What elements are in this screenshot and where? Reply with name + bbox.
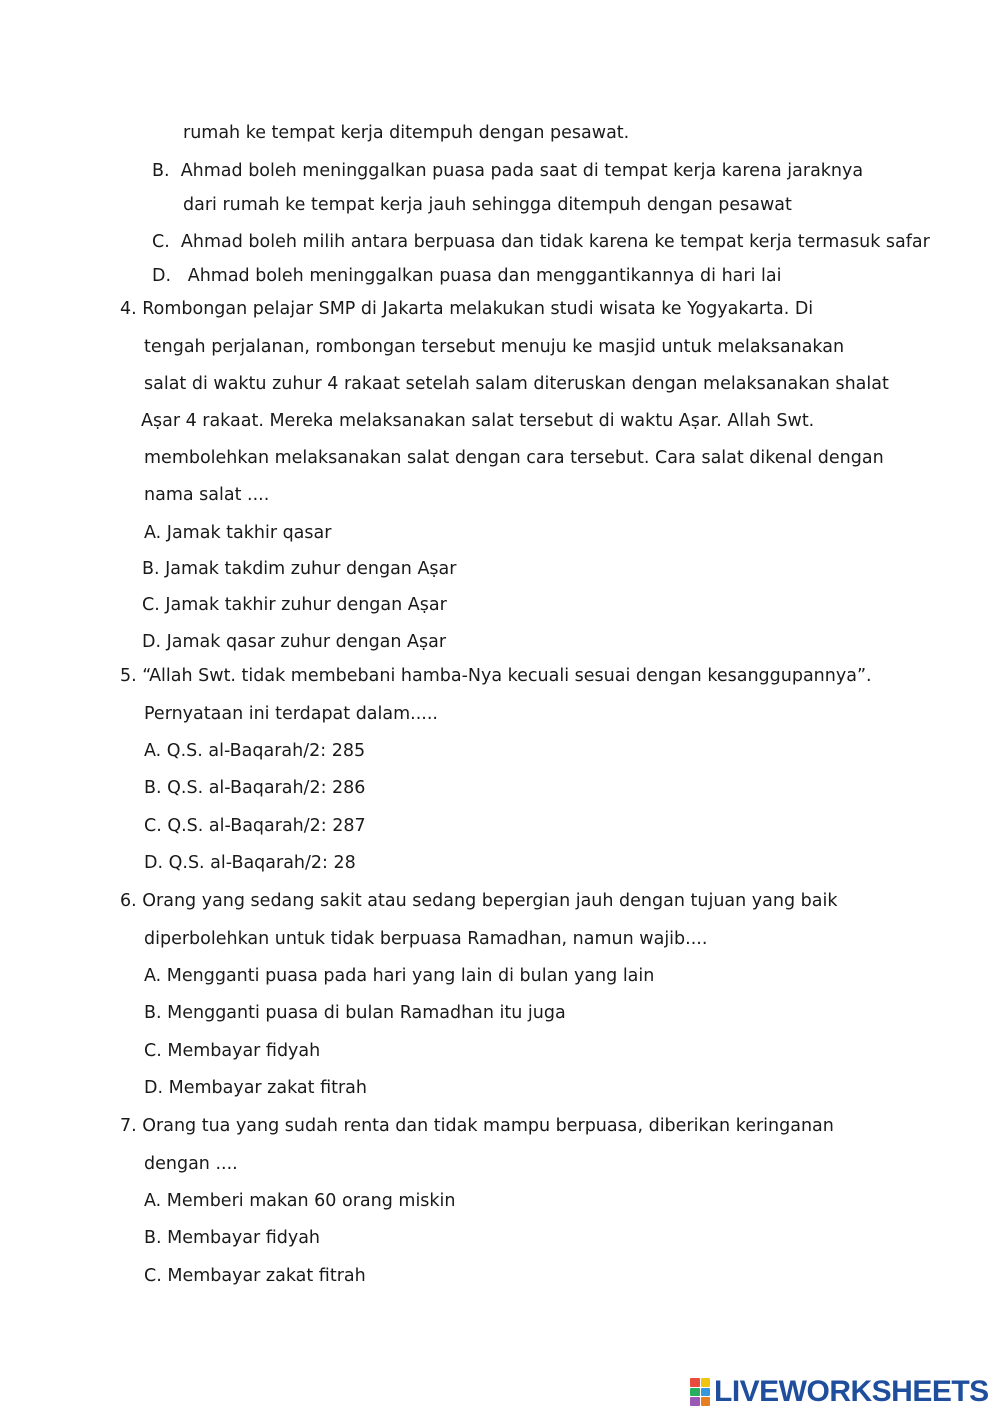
- liveworksheets-logo-icon: [690, 1378, 710, 1406]
- text-line: dengan ....: [144, 1154, 238, 1174]
- text-line: D. Ahmad boleh meninggalkan puasa dan menggantikannya di hari lai: [152, 266, 782, 286]
- text-line: B. Membayar fidyah: [144, 1228, 321, 1248]
- logo-grid-square: [690, 1397, 700, 1406]
- text-line: B. Mengganti puasa di bulan Ramadhan itu juga: [144, 1003, 566, 1023]
- text-line: B. Q.S. al-Baqarah/2: 286: [144, 778, 366, 798]
- text-line: B. Ahmad boleh meninggalkan puasa pada saat di tempat kerja karena jaraknya: [152, 161, 864, 181]
- text-line: A. Memberi makan 60 orang miskin: [144, 1191, 456, 1211]
- text-line: D. Jamak qasar zuhur dengan Aṣar: [142, 632, 447, 652]
- text-line: 7. Orang tua yang sudah renta dan tidak mampu berpuasa, diberikan keringanan: [120, 1116, 834, 1136]
- liveworksheets-logo[interactable]: [690, 1372, 989, 1412]
- text-line: rumah ke tempat kerja ditempuh dengan pesawat.: [183, 123, 630, 143]
- logo-grid-square: [701, 1378, 711, 1387]
- text-line: A. Q.S. al-Baqarah/2: 285: [144, 741, 366, 761]
- text-line: Aṣar 4 rakaat. Mereka melaksanakan salat tersebut di waktu Aṣar. Allah Swt.: [141, 411, 815, 431]
- logo-grid-square: [701, 1397, 711, 1406]
- text-line: dari rumah ke tempat kerja jauh sehingga ditempuh dengan pesawat: [183, 195, 792, 215]
- text-line: A. Mengganti puasa pada hari yang lain di bulan yang lain: [144, 966, 655, 986]
- logo-grid-square: [701, 1388, 711, 1397]
- text-line: C. Ahmad boleh milih antara berpuasa dan tidak karena ke tempat kerja termasuk safar: [152, 232, 930, 252]
- text-line: D. Q.S. al-Baqarah/2: 28: [144, 853, 356, 873]
- text-line: 5. “Allah Swt. tidak membebani hamba-Nya kecuali sesuai dengan kesanggupannya”.: [120, 666, 872, 686]
- text-line: A. Jamak takhir qasar: [144, 523, 332, 543]
- text-line: 6. Orang yang sedang sakit atau sedang bepergian jauh dengan tujuan yang baik: [120, 891, 838, 911]
- text-line: tengah perjalanan, rombongan tersebut menuju ke masjid untuk melaksanakan: [144, 337, 845, 357]
- text-line: membolehkan melaksanakan salat dengan cara tersebut. Cara salat dikenal dengan: [144, 448, 884, 468]
- text-line: D. Membayar zakat fitrah: [144, 1078, 367, 1098]
- logo-grid-square: [690, 1388, 700, 1397]
- text-line: 4. Rombongan pelajar SMP di Jakarta melakukan studi wisata ke Yogyakarta. Di: [120, 299, 814, 319]
- text-line: C. Jamak takhir zuhur dengan Aṣar: [142, 595, 447, 615]
- text-line: C. Membayar zakat fitrah: [144, 1266, 366, 1286]
- text-line: C. Membayar fidyah: [144, 1041, 321, 1061]
- text-line: nama salat ....: [144, 485, 270, 505]
- text-line: C. Q.S. al-Baqarah/2: 287: [144, 816, 366, 836]
- text-line: Pernyataan ini terdapat dalam.....: [144, 704, 438, 724]
- logo-grid-square: [690, 1378, 700, 1387]
- text-line: salat di waktu zuhur 4 rakaat setelah salam diteruskan dengan melaksanakan shalat: [144, 374, 889, 394]
- liveworksheets-logo-text: LIVEWORKSHEETS: [714, 1375, 989, 1408]
- text-line: diperbolehkan untuk tidak berpuasa Ramadhan, namun wajib....: [144, 929, 708, 949]
- text-line: B. Jamak takdim zuhur dengan Aṣar: [142, 559, 457, 579]
